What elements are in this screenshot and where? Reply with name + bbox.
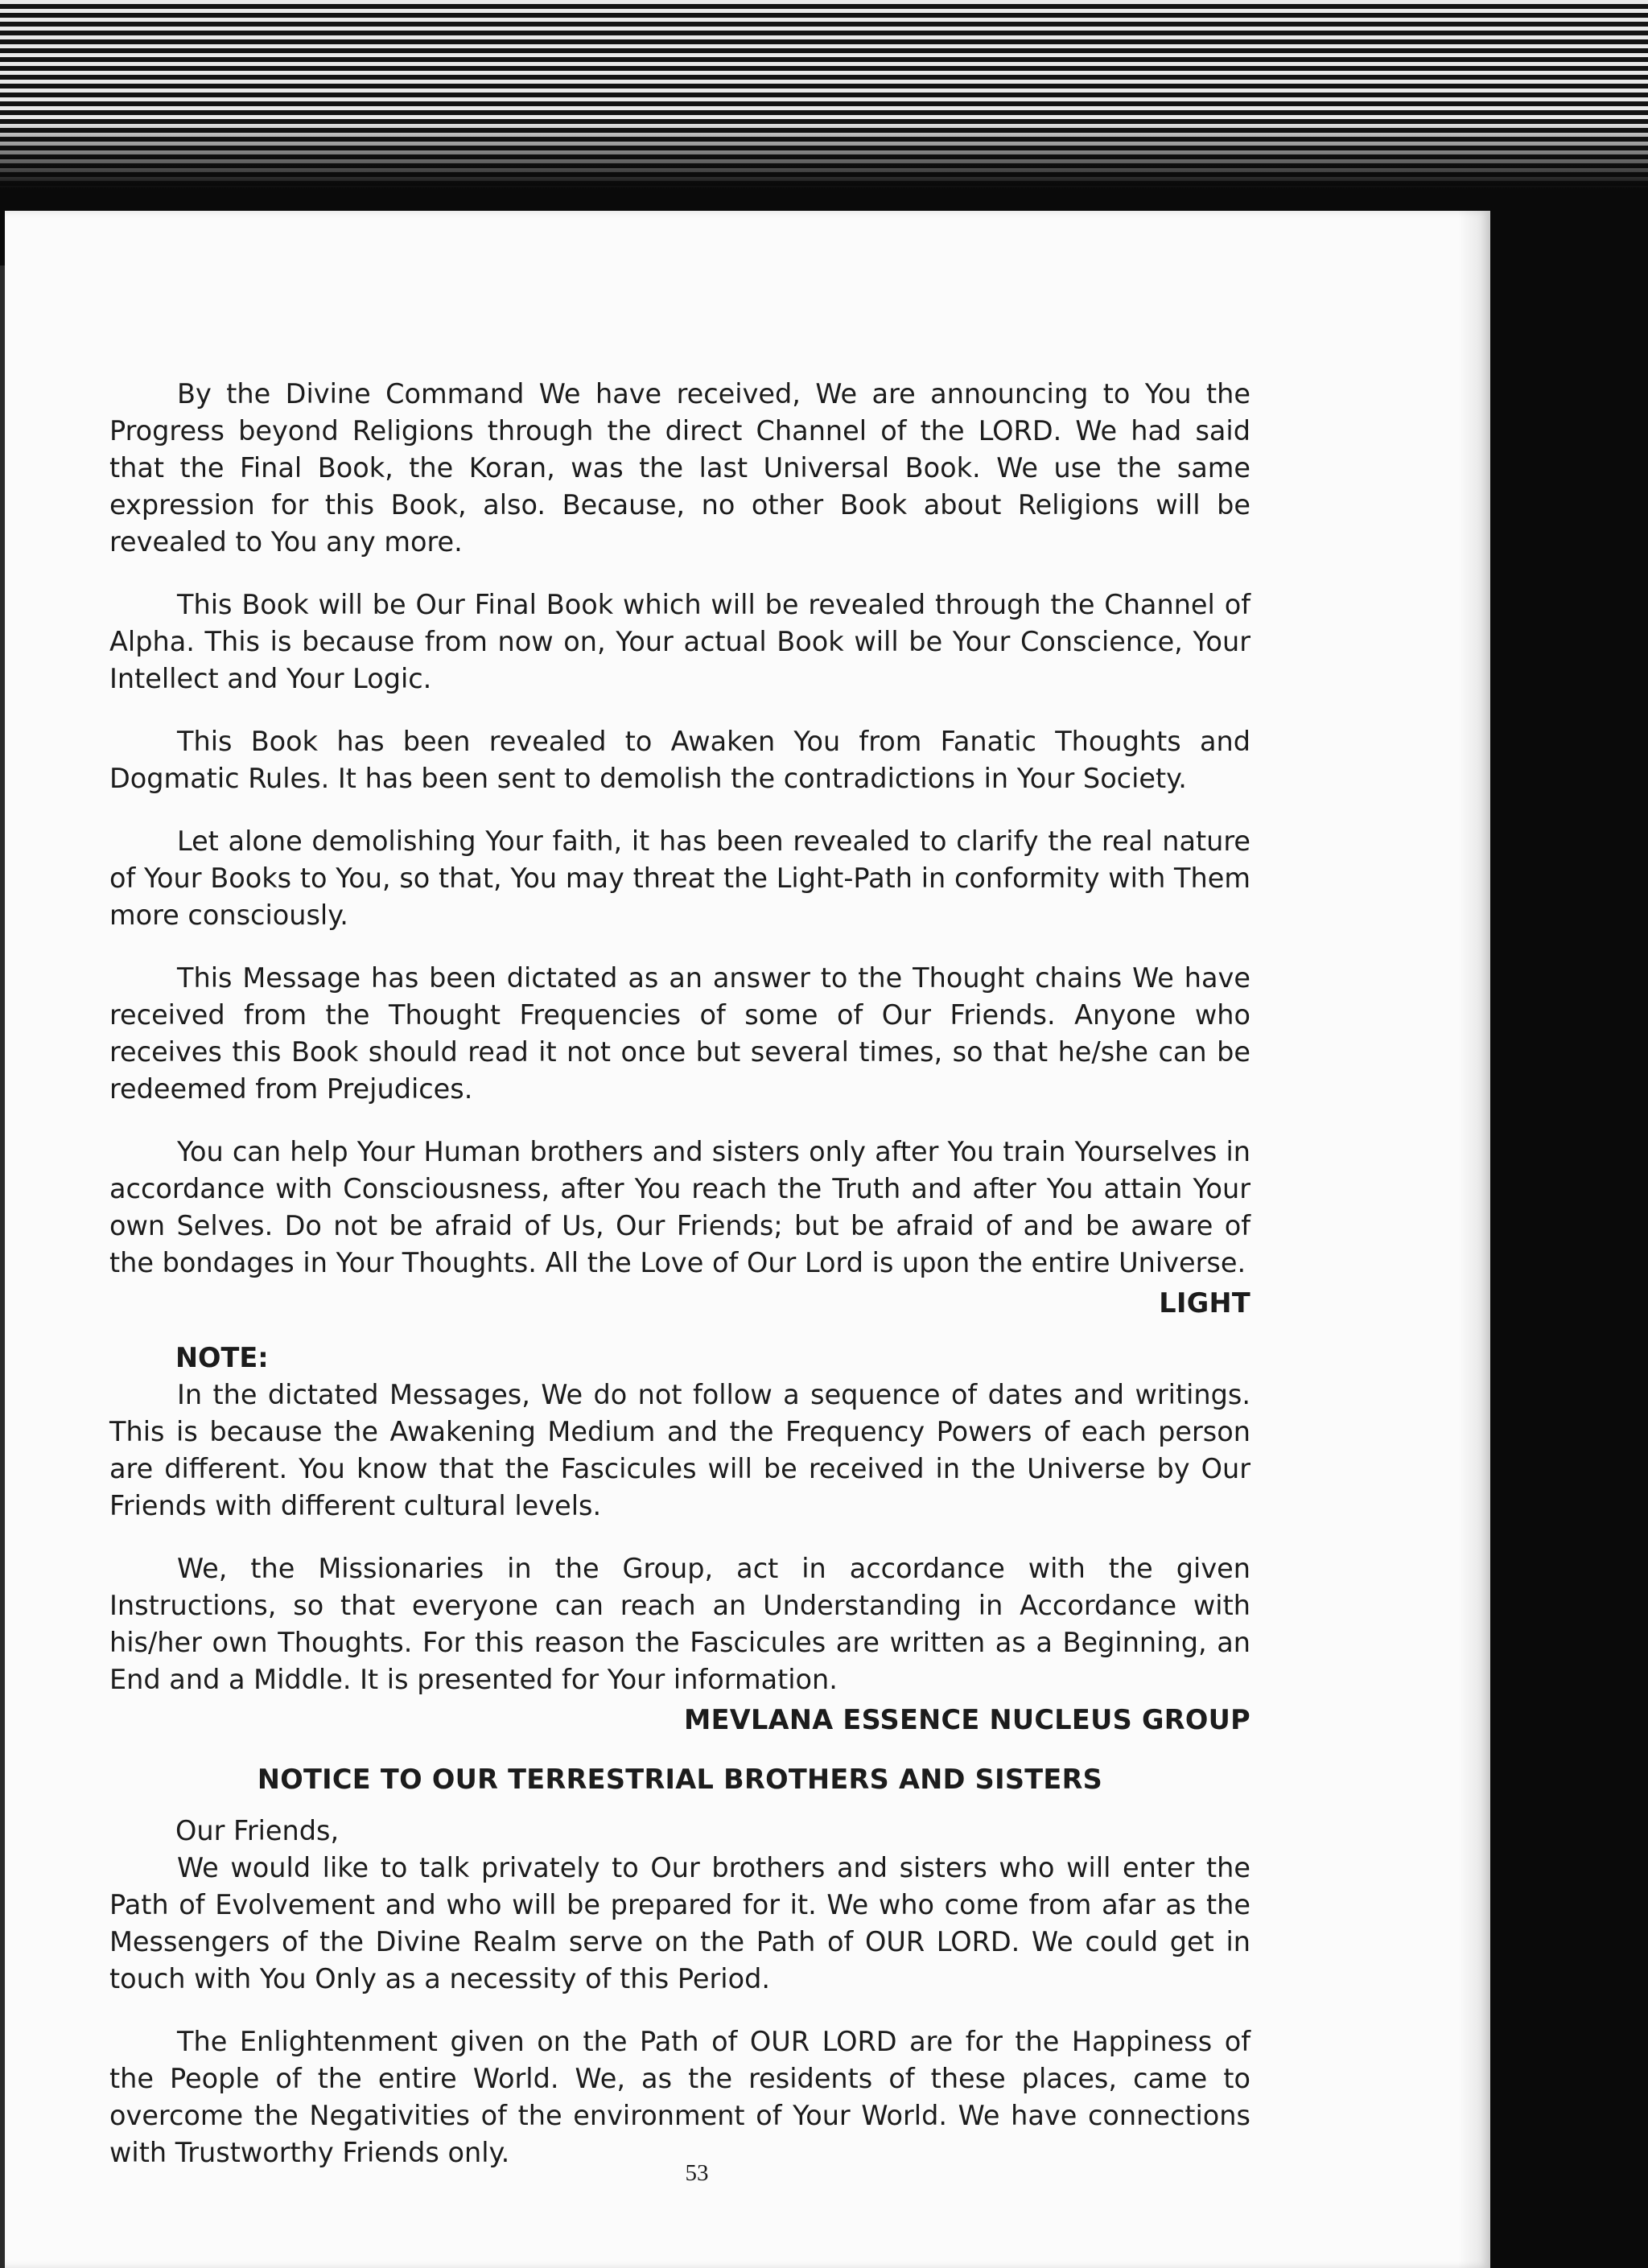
notice-paragraph-enlightenment: The Enlightenment given on the Path of OUR LORD are for the Happiness of the People of the entire World. We, as the residents of these places, came to overcome the Negativities of the environment of Your World. We have connections with Trustworthy Friends only.: [109, 2026, 1250, 2168]
paragraph-faith: Let alone demolishing Your faith, it has been revealed to clarify the real nature of Your Books to You, so that, You may threat the Light-Path in conformity with Them more consciously.: [109, 825, 1250, 931]
notice-salutation: Our Friends,: [175, 1815, 340, 1846]
paragraph-message: This Message has been dictated as an answer to the Thought chains We have received from the Thought Frequencies of some of Our Friends. Anyone who receives this Book should read it not once but several times, so that he/she can be redeemed from Prejudices.: [109, 962, 1250, 1105]
page-number: 53: [685, 2160, 709, 2186]
note-label: NOTE:: [175, 1342, 269, 1373]
paragraph-awaken: This Book has been revealed to Awaken You from Fanatic Thoughts and Dogmatic Rules. It has been sent to demolish the contradictions in Your Society.: [109, 726, 1250, 794]
note-paragraph-missionaries: We, the Missionaries in the Group, act in accordance with the given Instructions, so that everyone can reach an Understanding in Accordance with his/her own Thoughts. For this reason the Fascicules are written as a Beginning, an End and a Middle. It is presented for Your information.: [109, 1553, 1250, 1695]
page-content: [109, 376, 1250, 2197]
signature-light: LIGHT: [1159, 1287, 1250, 1319]
page-gutter-shadow: [1458, 211, 1490, 2268]
signature-group: MEVLANA ESSENCE NUCLEUS GROUP: [683, 1704, 1250, 1735]
scanner-fade: [0, 121, 1648, 217]
paragraph-final-book: This Book will be Our Final Book which will be revealed through the Channel of Alpha. This is because from now on, Your actual Book will be Your Conscience, Your Intellect and Your Logic.: [109, 589, 1250, 694]
paragraph-divine-command: By the Divine Command We have received, We are announcing to You the Progress beyond Religions through the direct Channel of the LORD. We had said that the Final Book, the Koran, was the last Universal Book. We use the same expression for this Book, also. Because, no other Book about Religions will be revealed to You any more.: [109, 378, 1250, 558]
paragraph-help: You can help Your Human brothers and sisters only after You train Yourselves in accordance with Consciousness, after You reach the Truth and after You attain Your own Selves. Do not be afraid of Us, Our Friends; but be afraid of and be aware of the bondages in Your Thoughts. All the Love of Our Lord is upon the entire Universe.: [109, 1136, 1250, 1278]
notice-heading: NOTICE TO OUR TERRESTRIAL BROTHERS AND SISTERS: [257, 1764, 1103, 1795]
note-paragraph-sequence: In the dictated Messages, We do not follow a sequence of dates and writings. This is because the Awakening Medium and the Frequency Powers of each person are different. You know that the Fascicules will be received in the Universe by Our Friends with different cultural levels.: [109, 1379, 1250, 1521]
book-page: [5, 211, 1490, 2268]
notice-paragraph-talk: We would like to talk privately to Our brothers and sisters who will enter the Path of Evolvement and who will be prepared for it. We who come from afar as the Messengers of the Divine Realm serve on the Path of OUR LORD. We could get in touch with You Only as a necessity of this Period.: [109, 1852, 1250, 1994]
